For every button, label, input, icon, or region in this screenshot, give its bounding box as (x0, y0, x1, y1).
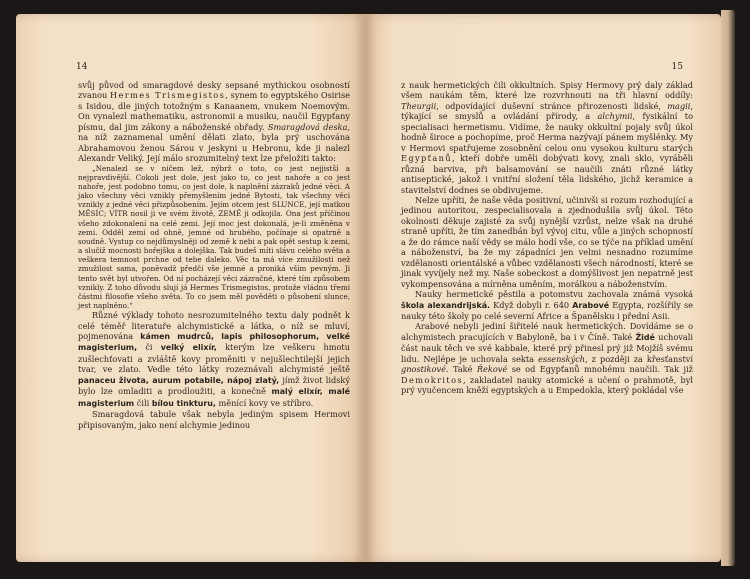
spaced-name: Demokritos (401, 374, 464, 385)
text-run: Nelze upříti, že naše věda positivní, učinivši si rozum rozhodující a jedinou autoritou, zespecialisovala a zjednodušila svůj úkol. Této okolnosti děkuje zajisté za svůj nynější vzrůst, nelze však na druhé straně upříti, že tím zanedbán byl vývoj citu, vůle a jiných schopností a že do rámce naší vědy se málo hodí vše, co se týče na příklad umění a náboženství, ba že my západníci jen velmi nesnadno rozumíme vzdělanosti orientálské a vůbec vzdělanosti všech národností, které se jinak vyvíjely než my. Naše sobeckost a domýšlivost jen nepatrně jest vykompensována a mírněna uměním, morálkou a náboženstvím. (401, 194, 693, 289)
text-run: , odpovídající duševní stránce přirozenosti lidské, (436, 100, 668, 111)
text-run: , na níž zaznamenal umění dělati zlato, byla prý uschována Abrahamovou ženou Sárou v jeskyni u Hebronu, kde ji nalezl Alexandr Veliký. Její málo srozumitelný text lze přeložiti takto: (78, 121, 350, 164)
paragraph (78, 80, 350, 164)
italic-term: Theurgii (401, 100, 437, 111)
text-run: , kteří dobře uměli dobývati kovy, znali sklo, vyráběli různá barviva, při balsamování se naučili znáti různé látky antiseptické, jakož i vnitřní složení těla lidského, jichž keramice a stavitelství dodnes se obdivujeme. (401, 153, 693, 195)
text-run: kterým lze veškeru hmotu zušlechťovati a zvláště kovy proměniti v nejušlechtilejší jejich tvar, ve zlato. Vedle této látky rozeznávali alchymisté ještě (78, 342, 350, 375)
bold-term: malý elixír, malé magisterium (78, 387, 351, 408)
italic-term: Smaragdová deska (267, 121, 348, 132)
text-run: uchovali část nauk těch ve své kabbale, které prý přinesl prý již Mojžíš svému lidu. Nejlépe je uchovala sekta (401, 331, 693, 364)
spaced-name: Egypťanů (401, 153, 453, 164)
paragraph (78, 409, 350, 430)
bold-term: škola alexandrijská. (401, 300, 491, 310)
left-page-text (78, 80, 350, 430)
paragraph (401, 289, 693, 321)
text-run: , týkající se smyslů a ovládání přírody, a (401, 100, 693, 122)
text-run: čili (134, 397, 152, 408)
italic-term: alchymii (597, 111, 633, 122)
text-run: „Nenalezl se v ničem lež, nýbrž o toto, co jest nejjistší a nejpravdivější. Cokoli jest dole, jest jako to, co jest nahoře a co jest nahoře, jest podobno tomu, co jest dole, k naplnění zázraků jedné věci. A jako všechny věci vznikly přemyšlením jedné Bytosti, tak všechny věci vznikly z jedné věci přizpůsobením. Jejím otcem jest SLUNCE, její matkou MĚSÍC; VÍTR nosil ji ve svém životě, ZEMĚ ji odkojila. Ona jest příčinou všeho zdokonalení na celé zemi. Její moc jest dokonalá, je-li změněna v zemi. Odděl zemi od ohně, jemné od hrubého, počínaje si opatrně a soudně. Vystup co nejdůmyslněji od země k nebi a pak opět sestup k zemi, a slučiž mocnosti hořejška a dolejška. Tak budeš míti slávu celého světa a veškera temnost prchne od tebe daleko. Věc ta má více zmužilosti než zmužilost sama, poněvadž předčí vše jemné a proniká vším pevným. Ji tento svět byl utvořen. Od ní pocházejí věci zázračné, které tím způsobem vznikly. Z toho důvodu slují já Hermes Trismegistos, protože vládnu třemi částmi filosofie všeho světa. To co jsem měl pověděti o působení slunce, jest naplněno.“ (78, 163, 350, 310)
page-number-right: 15 (671, 62, 683, 72)
bold-term: Arabové (572, 300, 610, 310)
text-run: jímž život lidský bylo lze omladiti a prodloužiti, a konečně (78, 374, 350, 397)
text-run: , synem to egyptského Osirise s Isidou, dle jiných totožným s Kanaanem, vnukem Noemovým. On vynalezl mathematiku, astronomii a musiku, naučil Egypťany písmu, dal jim zákony a náboženské obřady. (78, 90, 350, 132)
bold-term: Židé (635, 332, 655, 342)
bold-term: panaceu života, aurum potabile, nápoj zlatý, (78, 375, 280, 385)
text-run: Různé výklady tohoto nesrozumitelného textu daly podnět k celé téměř literatuře alchymistické a látka, o níž se mluví, pojmenována (78, 310, 350, 342)
text-run: Když dobyli r. 640 (490, 299, 573, 310)
bold-term: bílou tinkturu, (151, 398, 216, 408)
paragraph (401, 80, 693, 195)
paragraph (401, 321, 693, 395)
page-number-left: 14 (76, 62, 88, 72)
text-run: , fysikální to specialisaci hermetismu. Vidíme, že nauky okkultní pojaly svůj úkol hodně široce a pochopíme, proč Herma nazývají pánem myšlénky. My v Hermovi spatřujeme zosobnění celou onu vysokou kulturu starých (401, 111, 693, 153)
italic-term: gnostikové (401, 364, 446, 375)
paragraph (78, 310, 350, 409)
text-run: , z později za křesťanství (585, 353, 693, 364)
text-run: či (137, 342, 161, 353)
paragraph (78, 164, 350, 311)
spaced-name: Hermes Trismegistos (109, 90, 226, 101)
text-run: měnící kovy ve stříbro. (215, 397, 314, 408)
right-page (365, 14, 721, 562)
text-run: . Také (445, 364, 477, 375)
right-page-text (401, 80, 693, 396)
text-run: svůj původ od smaragdové desky sepsané mythickou osobností zvanou (78, 80, 350, 101)
italic-term: essenských (538, 353, 586, 364)
italic-term: magii (667, 100, 691, 111)
text-run: Smaragdová tabule však nebyla jediným spisem Hermovi připisovaným, jako není alchymie jedinou (78, 409, 350, 430)
text-run: Arabové nebyli jediní šiřitelé nauk hermetických. Dovídáme se o alchymistech pracujících v Babyloně, ba i v Číně. Také (401, 321, 693, 342)
italic-term: Řekové (476, 364, 508, 375)
text-run: se od Egypťanů mnohému naučili. Tak již (507, 364, 693, 375)
bold-term: kámen mudrců, lapis philosophorum, velké magisterium, (78, 332, 350, 353)
page-block-edge (721, 10, 735, 566)
left-page (16, 14, 365, 562)
paragraph (401, 195, 693, 289)
text-run: z nauk hermetických čili okkultních. Spisy Hermovy prý daly základ všem naukám těm, které lze rozvrhnouti na tři hlavní oddíly: (401, 80, 693, 101)
text-run: Egypta, rozšířily se nauky této školy po celé severní Africe a Španělsku i přední Asii. (401, 299, 694, 321)
bold-term: velký elixír, (160, 343, 217, 353)
text-run: Nauky hermetické pěstila a potomstvu zachovala známá vysoká (415, 289, 693, 300)
text-run: , zakladatel nauky atomické a učení o prahmotě, byl prý vyučencem kněží egyptských a u Empedokla, který pokládal vše (401, 374, 693, 396)
